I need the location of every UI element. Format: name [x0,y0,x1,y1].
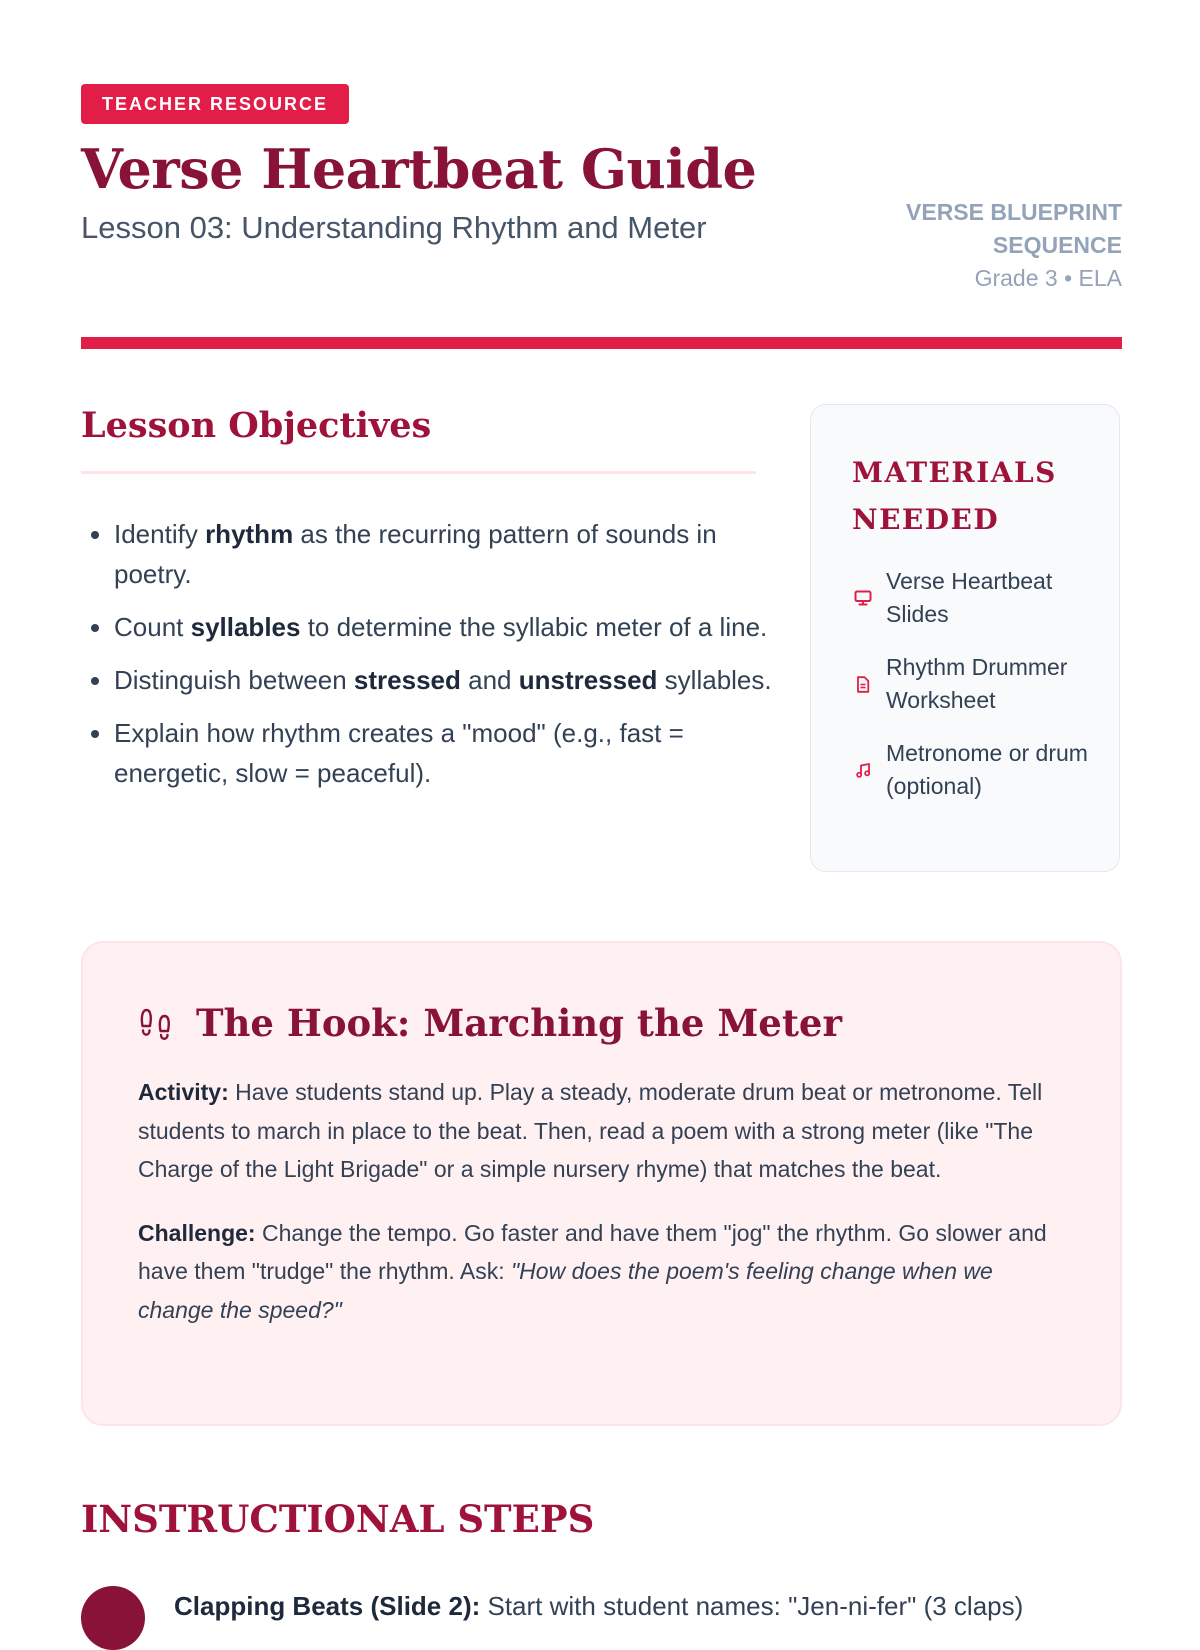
materials-panel [810,404,1120,872]
objective-item: • Explain how rhythm creates a "mood" (e.g., fast = energetic, slow = peaceful). [114,713,794,793]
step-item [81,1586,1122,1646]
step-number-badge [81,1586,145,1650]
objective-item: • Identify rhythm as the recurring pattern of sounds in poetry. [114,514,794,594]
objective-item: • Count syllables to determine the syllabic meter of a line. [114,607,794,647]
step-text: Clapping Beats (Slide 2): Start with student names: "Jen-ni-fer" (3 claps) [174,1591,1024,1621]
hook-panel [81,941,1122,1426]
material-item-worksheet [852,651,1097,717]
hook-challenge: Challenge: Change the tempo. Go faster and have them "jog" the rhythm. Go slower and have them "trudge" the rhythm. Ask: "How does the poem's feeling change when we change the speed?" [138,1219,1047,1323]
hook-title: The Hook: Marching the Meter [196,1001,842,1045]
material-item-metronome [852,737,1097,803]
grade-label: Grade 3 • ELA [974,265,1122,291]
header-divider [81,337,1122,349]
footprints-icon [138,1006,174,1040]
objectives-heading: Lesson Objectives [81,405,432,446]
material-label: Rhythm Drummer Worksheet [886,654,1068,713]
document-icon [852,676,874,693]
objectives-list [81,514,794,806]
instructional-steps-heading: INSTRUCTIONAL STEPS [81,1497,595,1541]
series-label: VERSE BLUEPRINT SEQUENCE [906,199,1122,258]
lesson-subtitle: Lesson 03: Understanding Rhythm and Meter [81,210,707,245]
teacher-resource-badge: TEACHER RESOURCE [81,84,349,124]
objectives-divider [81,471,756,474]
material-label: Verse Heartbeat Slides [886,568,1053,627]
objective-item: • Distinguish between stressed and unstressed syllables. [114,660,794,700]
material-label: Metronome or drum (optional) [886,740,1088,799]
materials-list [852,565,1097,803]
hook-header [138,1001,1065,1045]
hook-activity: Activity: Have students stand up. Play a steady, moderate drum beat or metronome. Tell students to march in place to the beat. Then, read a poem with a strong meter (like "The Charge of the Light Brigade" or a simple nursery rhyme) that matches the beat. [138,1079,1043,1182]
monitor-icon [852,590,874,606]
music-note-icon [852,763,874,778]
material-item-slides [852,565,1097,631]
materials-heading: MATERIALS NEEDED [852,456,1057,536]
page-title: Verse Heartbeat Guide [81,137,757,201]
course-meta [882,196,1122,295]
